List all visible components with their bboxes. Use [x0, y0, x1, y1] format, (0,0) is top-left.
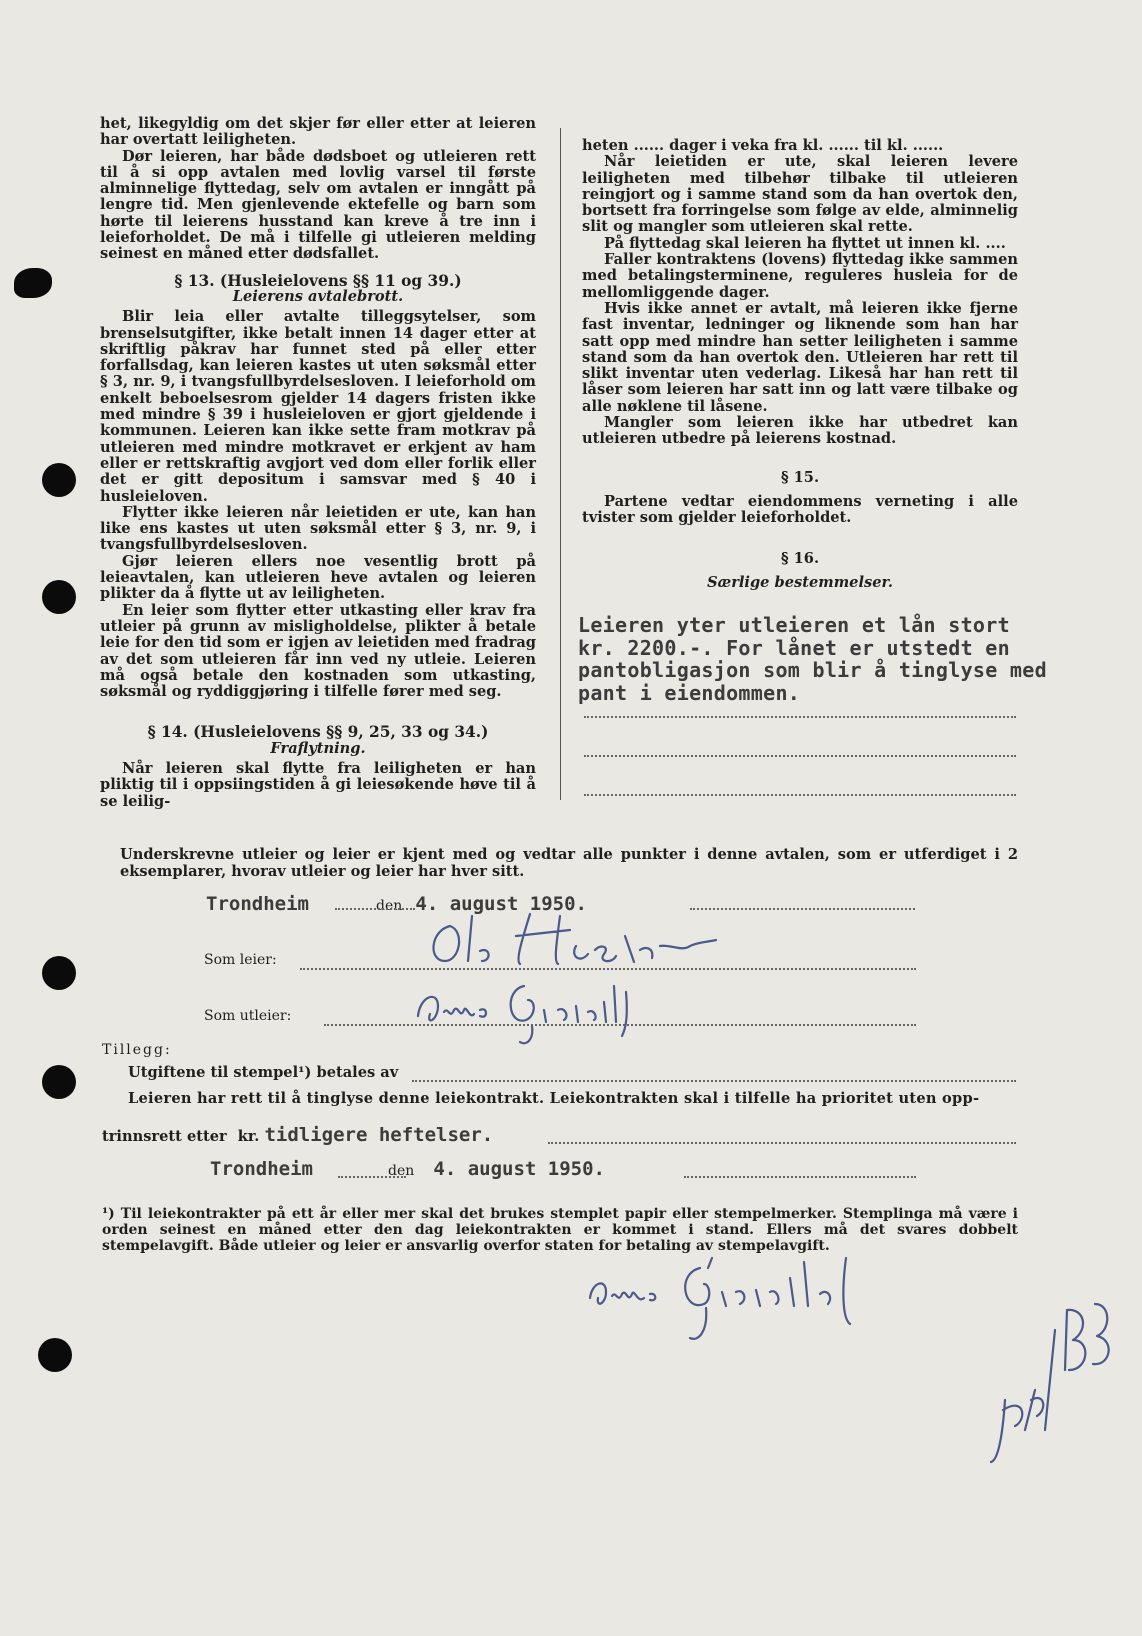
paragraph: Mangler som leieren ikke har utbedret kan utleieren utbedre på leierens kostnad.	[582, 414, 1018, 448]
registration-line: Leieren har rett til å tinglyse denne leiekontrakt. Leiekontrakten skal i tilfelle ha prioritet uten opp-	[128, 1090, 980, 1107]
agreement-text	[120, 846, 1018, 880]
paragraph: het, likegyldig om det skjer før eller etter at leieren har overtatt leiligheten.	[100, 115, 536, 149]
paragraph: En leier som flytter etter utkasting eller krav fra utleier på grunn av misligholdelse, plikter å betale leie for den tid som er igjen av leietiden med fradrag av det som utleieren får inn ved ny utleie. Leieren må også betale den kostnaden som utkasting, søksmål og ryddiggjøring i tilfelle fører med seg.	[100, 601, 536, 701]
left-column	[100, 116, 536, 810]
punch-hole	[38, 1338, 72, 1372]
paragraph: Flytter ikke leieren når leietiden er ute, kan han like ens kastes ut uten søksmål etter § 3, nr. 9, i tvangsfullbyrdelsesloven.	[100, 503, 536, 554]
section-15-title: § 15.	[780, 468, 820, 486]
place: Trondheim	[210, 1158, 313, 1180]
priority-line	[102, 1124, 493, 1146]
tenant-signature	[420, 906, 740, 976]
special-provisions-typed: Leieren yter utleieren et lån stort kr. 2200.-. For lånet er utstedt en pantobligasjon som blir å tinglyse med pant i eiendommen.	[578, 613, 1047, 705]
punch-hole-torn	[14, 268, 52, 298]
right-column	[582, 138, 1018, 591]
paragraph: Hvis ikke annet er avtalt, må leieren ikke fjerne fast inventar, ledninger og liknende som han har satt opp med mindre han setter leiligheten i samme stand som da han overtok den. Utleieren har rett til slikt inventar uten vederlag. Likeså har han rett til låser som leieren har satt inn og latt være tilbake og alle nøklene til låsene.	[582, 299, 1018, 415]
agreement-sentence: Underskrevne utleier og leier er kjent med og vedtar alle punkter i denne avtalen, som er utferdiget i 2 eksemplarer, hvorav utleier og leier har hver sitt.	[120, 846, 1018, 880]
dotted-line	[584, 716, 1016, 718]
dotted-line	[412, 1080, 1016, 1082]
punch-hole	[42, 463, 76, 497]
date: 4. august 1950.	[415, 893, 587, 915]
prior-encumbrances: tidligere heftelser.	[264, 1124, 494, 1146]
paragraph: heten ...... dager i veka fra kl. ...... til kl. ......	[582, 137, 944, 154]
section-13-title: § 13. (Husleielovens §§ 11 og 39.)	[174, 271, 462, 290]
dotted-line	[335, 908, 415, 910]
landlord-signature-bottom	[580, 1248, 910, 1348]
tenant-label: Som leier:	[204, 952, 277, 968]
trinnsrett-label: trinnsrett etter	[102, 1128, 227, 1145]
dotted-line	[584, 755, 1016, 757]
paragraph: Blir leia eller avtalte tilleggsytelser, som brenselsutgifter, ikke betalt innen 14 dager etter at skriftlig påkrav har funnet sted på eller etter forfallsdag, kan leieren kastes ut uten søksmål etter § 3, nr. 9, i tvangsfullbyrdelsesloven. I leieforhold om enkelt beboelsesrom gjelder 14 dagers fristen ikke med mindre § 39 i husleieloven er gjort gjeldende i kommunen. Leieren kan ikke sette fram motkrav på utleieren med mindre motkravet er erkjent av ham eller er rettskraftig avgjort ved dom eller forlik eller det er gitt depositum i samsvar med § 40 i husleieloven.	[100, 308, 536, 505]
paragraph: Når leieren skal flytte fra leiligheten er han pliktig til i oppsiingstiden å gi leiesøkende høve til å se leilig-	[100, 759, 536, 810]
column-divider	[560, 128, 561, 800]
section-14-subtitle: Fraflytning.	[270, 739, 366, 757]
paragraph: Partene vedtar eiendommens verneting i alle tvister som gjelder leieforholdet.	[582, 492, 1018, 527]
paragraph: Faller kontraktens (lovens) flyttedag ikke sammen med betalingsterminene, reguleres husleia for de mellomliggende dager.	[582, 251, 1018, 301]
dotted-line	[684, 1176, 916, 1178]
place-date-line-2	[210, 1158, 605, 1180]
tillegg-label: Tillegg:	[102, 1042, 172, 1058]
punch-hole	[42, 580, 76, 614]
punch-hole	[42, 1065, 76, 1099]
den-label: den	[376, 898, 403, 914]
section-16-subtitle: Særlige bestemmelser.	[707, 573, 893, 591]
dotted-line	[584, 794, 1016, 796]
paragraph: På flyttedag skal leieren ha flyttet ut innen kl. ....	[604, 234, 1006, 252]
paragraph: Når leietiden er ute, skal leieren levere leiligheten med tilbehør tilbake til utleieren reingjort og i samme stand som da han overtok den, bortsett fra forringelse som følge av elde, alminnelig slit og mangler som utleieren skal rette.	[582, 153, 1018, 236]
den-label: den	[388, 1163, 415, 1179]
section-14-title: § 14. (Husleielovens §§ 9, 25, 33 og 34.)	[147, 723, 489, 742]
stamp-cost-line: Utgiftene til stempel¹) betales av	[128, 1064, 399, 1081]
landlord-signature	[408, 976, 708, 1046]
paragraph: Gjør leieren ellers noe vesentlig brott på leieavtalen, kan utleieren heve avtalen og leieren plikter da å flytte ut av leiligheten.	[100, 552, 536, 603]
footnote: ¹) Til leiekontrakter på ett år eller mer skal det brukes stemplet papir eller stempelmerker. Stemplinga må være i orden seinest en måned etter den dag leiekontrakten er kommet i stand. Ellers må det svares dobbelt stempelavgift. Både utleier og leier er ansvarlig overfor staten for betaling av stempelavgift.	[102, 1206, 1018, 1254]
kr-label: kr.	[237, 1128, 260, 1145]
punch-hole	[42, 956, 76, 990]
date: 4. august 1950.	[433, 1158, 605, 1180]
dotted-line	[548, 1142, 1016, 1144]
section-16-title: § 16.	[780, 549, 820, 567]
section-13-subtitle: Leierens avtalebrott.	[232, 287, 404, 305]
initials-mark	[985, 1300, 1115, 1470]
dotted-line	[338, 1176, 406, 1178]
place: Trondheim	[206, 893, 309, 915]
paragraph: Dør leieren, har både dødsboet og utleieren rett til å si opp avtalen med lovlig varsel til første alminnelige flyttedag, selv om avtalen er inngått på lengre tid. Men gjenlevende ektefelle og barn som hørte til leierens husstand kan kreve å tre inn i leieforholdet. De må i tilfelle gi utleieren melding seinest en måned etter dødsfallet.	[100, 147, 536, 263]
landlord-label: Som utleier:	[204, 1008, 292, 1024]
